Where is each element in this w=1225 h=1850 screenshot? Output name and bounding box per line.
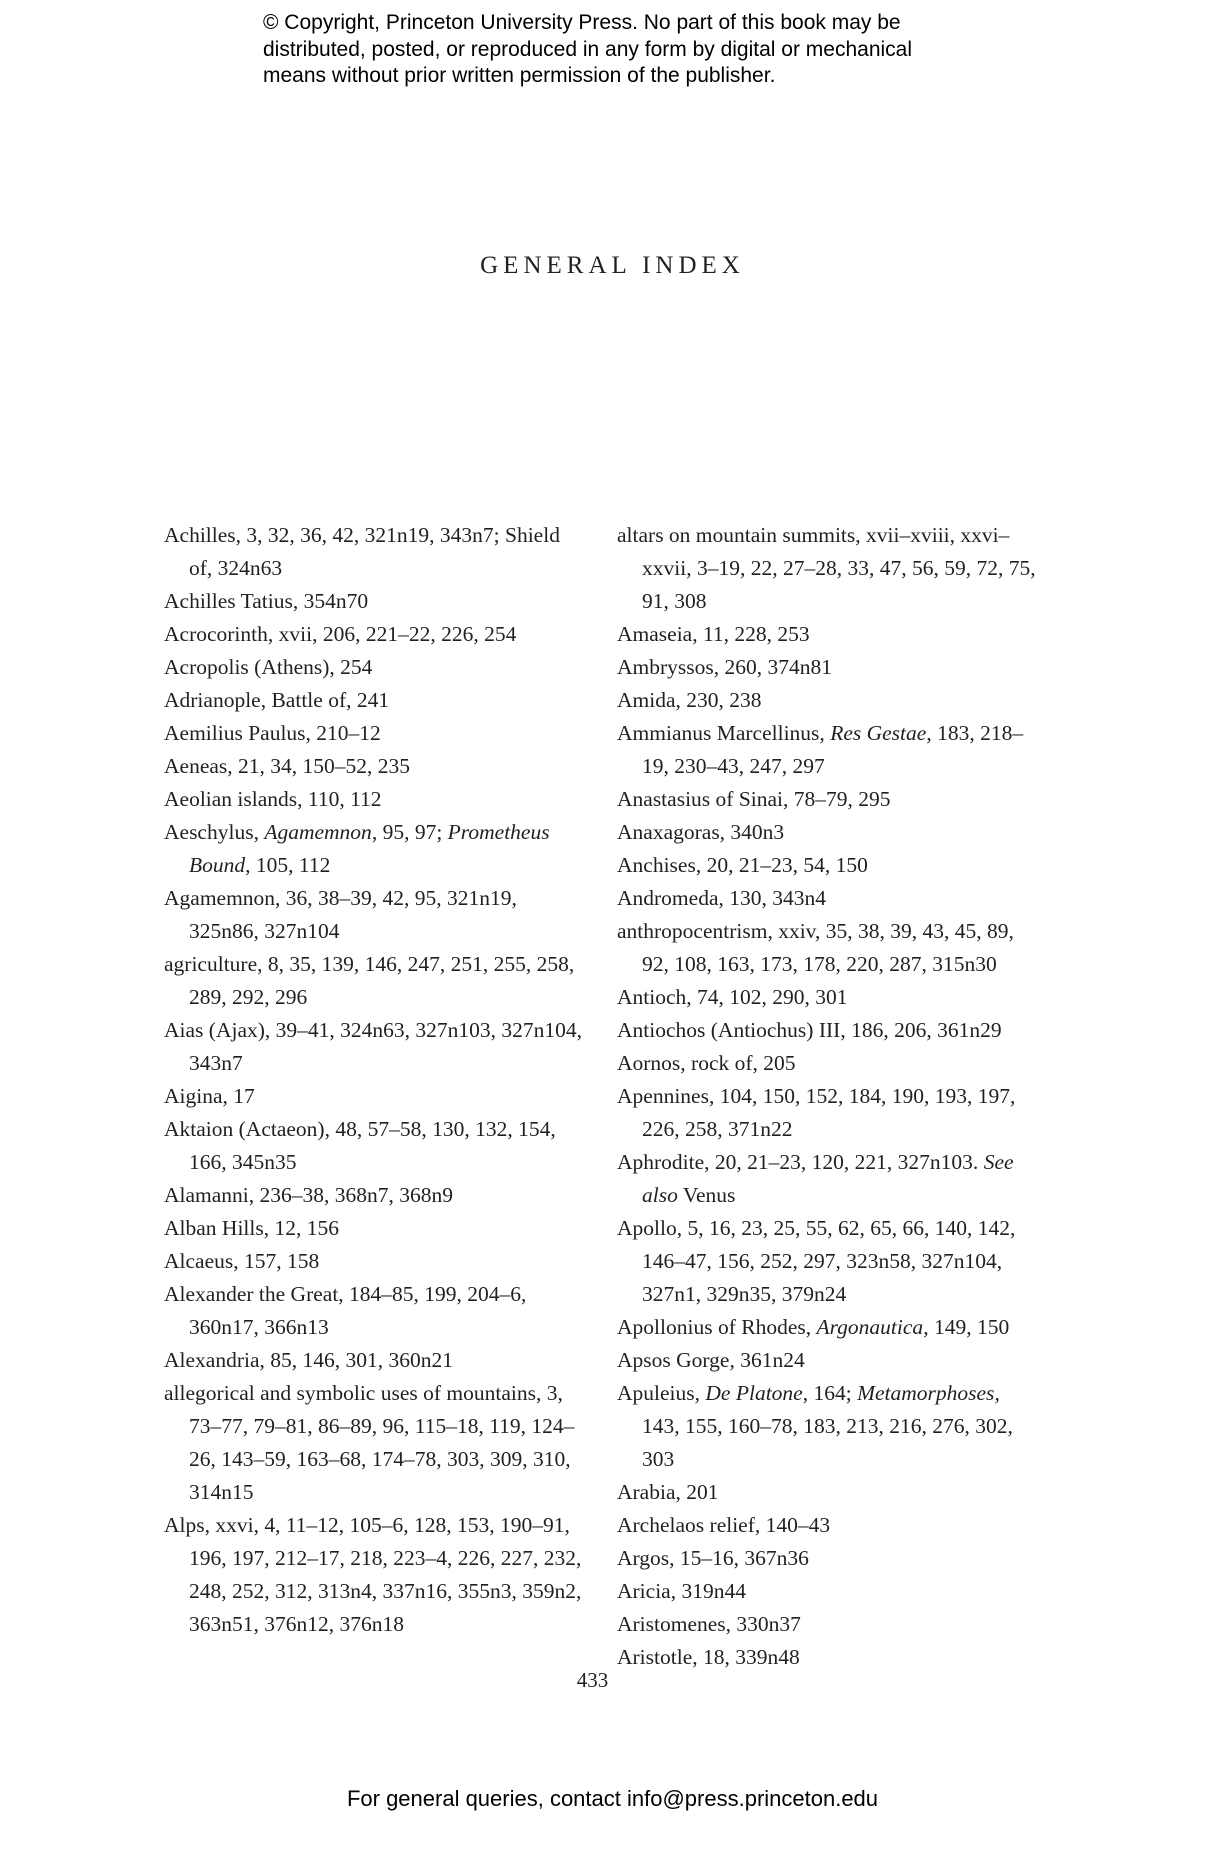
copyright-notice xyxy=(263,10,1023,90)
index-entry: Archelaos relief, 140–43 xyxy=(617,1513,831,1537)
copyright-line: distributed, posted, or reproduced in any form by digital or mechanical xyxy=(263,37,913,61)
page-number: 433 xyxy=(576,1668,609,1692)
index-entry: Amaseia, 11, 228, 253 xyxy=(617,622,810,646)
index-entry: Apollonius of Rhodes, Argonautica, 149, 150 xyxy=(617,1315,1010,1339)
page-title: GENERAL INDEX xyxy=(480,252,745,279)
index-entry: Antioch, 74, 102, 290, 301 xyxy=(617,985,848,1009)
index-entry: Anchises, 20, 21–23, 54, 150 xyxy=(617,853,868,877)
index-entry: Alban Hills, 12, 156 xyxy=(164,1216,339,1240)
index-entry: Apsos Gorge, 361n24 xyxy=(617,1348,805,1372)
footer-contact: For general queries, contact info@press.princeton.edu xyxy=(346,1786,879,1811)
index-entry: Aktaion (Actaeon), 48, 57–58, 130, 132, 154, 166, 345n35 xyxy=(164,1117,556,1174)
index-entry: Andromeda, 130, 343n4 xyxy=(617,886,826,910)
index-entry: Aias (Ajax), 39–41, 324n63, 327n103, 327n104, 343n7 xyxy=(164,1018,583,1075)
copyright-line: © Copyright, Princeton University Press. No part of this book may be xyxy=(263,11,901,34)
index-entry: Anaxagoras, 340n3 xyxy=(617,820,785,844)
index-entry: Anastasius of Sinai, 78–79, 295 xyxy=(617,787,891,811)
index-entry: Arabia, 201 xyxy=(617,1480,719,1504)
index-entry: Aeschylus, Agamemnon, 95, 97; Prometheus Bound, 105, 112 xyxy=(164,820,550,877)
index-entry: Apollo, 5, 16, 23, 25, 55, 62, 65, 66, 140, 142, 146–47, 156, 252, 297, 323n58, 327n104, 327n1, 329n35, 379n24 xyxy=(617,1216,1016,1306)
index-entry: Agamemnon, 36, 38–39, 42, 95, 321n19, 325n86, 327n104 xyxy=(164,886,517,943)
index-entry: Acropolis (Athens), 254 xyxy=(164,655,373,679)
index-entry: Alamanni, 236–38, 368n7, 368n9 xyxy=(164,1183,454,1207)
index-entry: Acrocorinth, xvii, 206, 221–22, 226, 254 xyxy=(164,622,517,646)
index-entry: Aornos, rock of, 205 xyxy=(617,1051,796,1075)
index-entry: Alps, xxvi, 4, 11–12, 105–6, 128, 153, 190–91, 196, 197, 212–17, 218, 223–4, 226, 227, 232, 248, 252, 312, 313n4, 337n16, 355n3, 359n2, 363n51, 376n12, 376n18 xyxy=(164,1513,582,1636)
index-column-left xyxy=(164,519,584,1641)
index-entry: Apennines, 104, 150, 152, 184, 190, 193, 197, 226, 258, 371n22 xyxy=(617,1084,1016,1141)
index-entry: Alcaeus, 157, 158 xyxy=(164,1249,320,1273)
copyright-line: means without prior written permission of the publisher. xyxy=(263,64,776,87)
index-entry: altars on mountain summits, xvii–xviii, xxvi–xxvii, 3–19, 22, 27–28, 33, 47, 56, 59, 72, 75, 91, 308 xyxy=(617,523,1036,613)
index-entry: Aristomenes, 330n37 xyxy=(617,1612,801,1636)
index-entry: Antiochos (Antiochus) III, 186, 206, 361n29 xyxy=(617,1018,1002,1042)
index-entry: Achilles Tatius, 354n70 xyxy=(164,589,369,613)
index-entry: Apuleius, De Platone, 164; Metamorphoses, 143, 155, 160–78, 183, 213, 216, 276, 302, 303 xyxy=(617,1381,1013,1471)
index-entry: Aeolian islands, 110, 112 xyxy=(164,787,382,811)
index-entry: Argos, 15–16, 367n36 xyxy=(617,1546,809,1570)
index-entry: Aristotle, 18, 339n48 xyxy=(617,1645,800,1669)
index-entry: Aeneas, 21, 34, 150–52, 235 xyxy=(164,754,411,778)
index-entry: Achilles, 3, 32, 36, 42, 321n19, 343n7; Shield of, 324n63 xyxy=(164,523,560,580)
index-entry: allegorical and symbolic uses of mountains, 3, 73–77, 79–81, 86–89, 96, 115–18, 119, 124–26, 143–59, 163–68, 174–78, 303, 309, 310, 314n15 xyxy=(164,1381,575,1504)
index-entry: Alexandria, 85, 146, 301, 360n21 xyxy=(164,1348,454,1372)
index-entry: Amida, 230, 238 xyxy=(617,688,762,712)
index-entry: Ammianus Marcellinus, Res Gestae, 183, 218–19, 230–43, 247, 297 xyxy=(617,721,1024,778)
index-entry: Adrianople, Battle of, 241 xyxy=(164,688,390,712)
index-entry: Ambryssos, 260, 374n81 xyxy=(617,655,833,679)
index-entry: Aricia, 319n44 xyxy=(617,1579,746,1603)
index-entry: Aemilius Paulus, 210–12 xyxy=(164,721,381,745)
index-entry: Alexander the Great, 184–85, 199, 204–6, 360n17, 366n13 xyxy=(164,1282,527,1339)
index-column-right xyxy=(617,519,1042,1674)
index-entry: Aigina, 17 xyxy=(164,1084,255,1108)
index-entry: Aphrodite, 20, 21–23, 120, 221, 327n103. See also Venus xyxy=(617,1150,1014,1207)
index-entry: agriculture, 8, 35, 139, 146, 247, 251, 255, 258, 289, 292, 296 xyxy=(164,952,575,1009)
index-entry: anthropocentrism, xxiv, 35, 38, 39, 43, 45, 89, 92, 108, 163, 173, 178, 220, 287, 315n30 xyxy=(617,919,1014,976)
